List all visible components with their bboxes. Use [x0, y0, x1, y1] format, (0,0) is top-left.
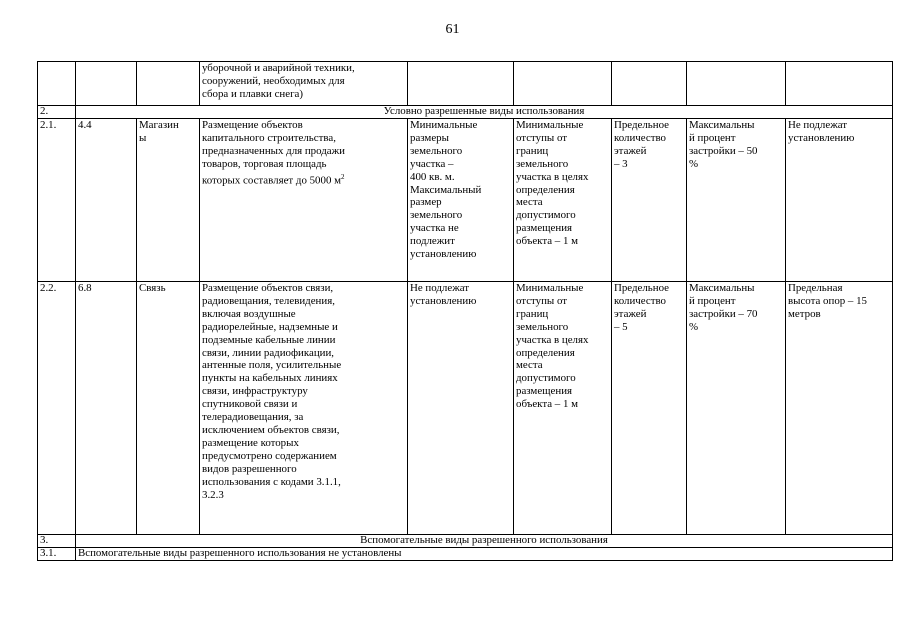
section-row-conditional: [38, 106, 893, 119]
cell-coverage: Максимальны й процент застройки – 70 %: [687, 282, 786, 535]
cell-code: 4.4: [76, 119, 137, 282]
table-row: [38, 119, 893, 282]
cell-setbacks: Минимальные отступы от границ земельного участка в целях определения места допустимого размещения объекта – 1 м: [514, 282, 612, 535]
cell-plot-size: Минимальные размеры земельного участка – 400 кв. м. Максимальный размер земельного участка не подлежит установлению: [408, 119, 514, 282]
cell-description: уборочной и аварийной техники, сооружений, необходимых для сбора и плавки снега): [200, 62, 408, 106]
cell-other: Предельная высота опор – 15 метров: [786, 282, 893, 535]
cell-num: [38, 62, 76, 106]
cell-num: 2.1.: [38, 119, 76, 282]
superscript: 2: [341, 172, 345, 181]
cell-note: Вспомогательные виды разрешенного использования не установлены: [76, 548, 893, 561]
cell-num: 3.1.: [38, 548, 76, 561]
cell-num: 2.2.: [38, 282, 76, 535]
table-row-continuation: [38, 62, 893, 106]
cell-plot-size: [408, 62, 514, 106]
cell-name: Магазин ы: [137, 119, 200, 282]
cell-floors: [612, 62, 687, 106]
cell-code: 6.8: [76, 282, 137, 535]
cell-plot-size: Не подлежат установлению: [408, 282, 514, 535]
cell-coverage: Максимальны й процент застройки – 50 %: [687, 119, 786, 282]
cell-description: Размещение объектов связи, радиовещания, телевидения, включая воздушные радиорелейные, надземные и подземные кабельные линии связи, линии радиофикации, антенные поля, усилительные пункты на кабельных линиях связи, инфраструктуру спутниковой связи и телерадиовещания, за исключением объектов связи, размещение которых предусмотрено содержанием видов разрешенного использования с кодами 3.1.1, 3.2.3: [200, 282, 408, 535]
section-num: 3.: [38, 535, 76, 548]
cell-coverage: [687, 62, 786, 106]
cell-other: Не подлежат установлению: [786, 119, 893, 282]
table-row-auxiliary-note: [38, 548, 893, 561]
table-row: [38, 282, 893, 535]
cell-other: [786, 62, 893, 106]
description-text: Размещение объектов капитального строительства, предназначенных для продажи товаров, торговая площадь которых составляет до 5000 м: [202, 119, 345, 187]
section-row-auxiliary: [38, 535, 893, 548]
section-title: Вспомогательные виды разрешенного использования: [76, 535, 893, 548]
cell-name: [137, 62, 200, 106]
section-num: 2.: [38, 106, 76, 119]
section-title: Условно разрешенные виды использования: [76, 106, 893, 119]
cell-description: [200, 119, 408, 282]
cell-floors: Предельное количество этажей – 5: [612, 282, 687, 535]
cell-floors: Предельное количество этажей – 3: [612, 119, 687, 282]
cell-name: Связь: [137, 282, 200, 535]
cell-setbacks: Минимальные отступы от границ земельного участка в целях определения места допустимого размещения объекта – 1 м: [514, 119, 612, 282]
cell-setbacks: [514, 62, 612, 106]
land-use-table: [37, 61, 893, 561]
page-number: 61: [445, 22, 460, 37]
cell-code: [76, 62, 137, 106]
